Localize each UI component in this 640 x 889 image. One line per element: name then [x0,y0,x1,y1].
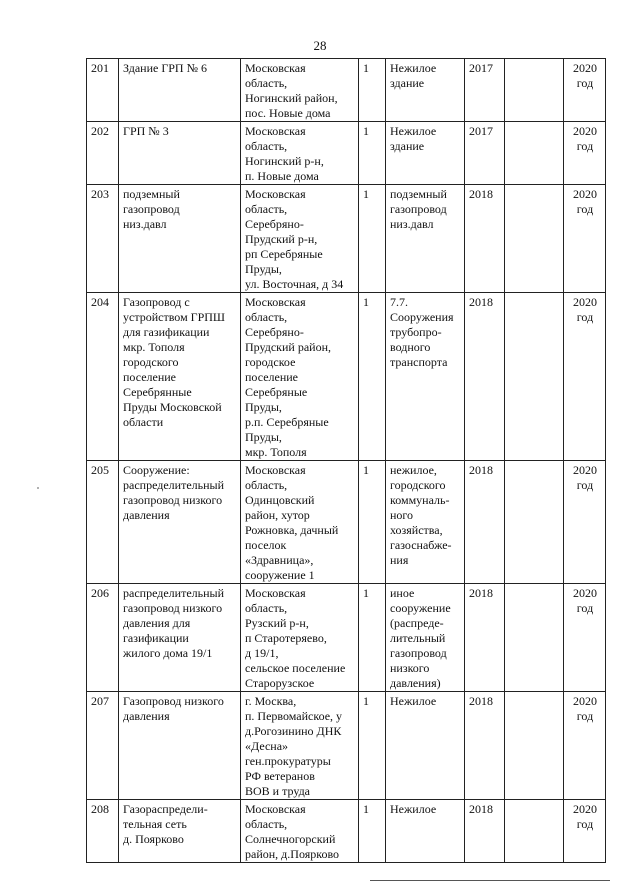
object-name: Сооружение: распределительный газопровод низкого давления [119,461,241,584]
object-status: 2020 год [564,461,606,584]
object-year: 2018 [465,692,505,800]
empty-cell [505,185,564,293]
object-purpose: Нежилое [386,692,465,800]
object-address: Московская область, Серебряно- Прудский р-н, рп Серебряные Пруды, ул. Восточная, д 34 [241,185,359,293]
object-year: 2018 [465,461,505,584]
object-quantity: 1 [359,461,386,584]
object-purpose: 7.7. Сооружения трубопро- водного транспорта [386,293,465,461]
object-purpose: Нежилое здание [386,122,465,185]
object-address: Московская область, Ногинский район, пос. Новые дома [241,59,359,122]
object-purpose: нежилое, городского коммуналь- ного хозяйства, газоснабже- ния [386,461,465,584]
object-status: 2020 год [564,584,606,692]
object-address: г. Москва, п. Первомайское, у д.Рогозинино ДНК «Десна» ген.прокуратуры РФ ветеранов ВОВ и труда [241,692,359,800]
table-row [87,584,606,692]
object-name: Газораспредели- тельная сеть д. Поярково [119,800,241,863]
table-row [87,185,606,293]
object-purpose: иное сооружение (распреде- лительный газопровод низкого давления) [386,584,465,692]
object-address: Московская область, Солнечногорский район, д.Поярково [241,800,359,863]
table-row [87,461,606,584]
object-status: 2020 год [564,293,606,461]
row-number: 207 [87,692,119,800]
table-row [87,800,606,863]
object-name: распределительный газопровод низкого давления для газификации жилого дома 19/1 [119,584,241,692]
object-year: 2018 [465,293,505,461]
page-number: 28 [313,38,327,53]
table-row [87,293,606,461]
row-number: 208 [87,800,119,863]
object-name: подземный газопровод низ.давл [119,185,241,293]
object-purpose: подземный газопровод низ.давл [386,185,465,293]
object-year: 2018 [465,185,505,293]
object-address: Московская область, Рузский р-н, п Старотеряево, д 19/1, сельское поселение Старорузское [241,584,359,692]
empty-cell [505,122,564,185]
object-status: 2020 год [564,692,606,800]
empty-cell [505,692,564,800]
empty-cell [505,461,564,584]
object-purpose: Нежилое здание [386,59,465,122]
empty-cell [505,800,564,863]
object-quantity: 1 [359,800,386,863]
empty-cell [505,584,564,692]
row-number: 204 [87,293,119,461]
object-quantity: 1 [359,692,386,800]
object-quantity: 1 [359,122,386,185]
object-status: 2020 год [564,59,606,122]
object-name: Здание ГРП № 6 [119,59,241,122]
object-quantity: 1 [359,59,386,122]
object-year: 2018 [465,584,505,692]
empty-cell [505,293,564,461]
table-row [87,122,606,185]
object-address: Московская область, Одинцовский район, хутор Рожновка, дачный поселок «Здравница», сооружение 1 [241,461,359,584]
row-number: 205 [87,461,119,584]
object-name: Газопровод низкого давления [119,692,241,800]
scan-speck [37,487,39,489]
object-year: 2017 [465,59,505,122]
object-quantity: 1 [359,293,386,461]
registry-table [86,58,606,863]
table-row [87,59,606,122]
object-quantity: 1 [359,185,386,293]
object-year: 2018 [465,800,505,863]
object-status: 2020 год [564,800,606,863]
empty-cell [505,59,564,122]
object-name: Газопровод с устройством ГРПШ для газификации мкр. Тополя городского поселение Серебрянные Пруды Московской области [119,293,241,461]
footer-rule [370,880,610,881]
row-number: 203 [87,185,119,293]
object-purpose: Нежилое [386,800,465,863]
object-address: Московская область, Серебряно- Прудский район, городское поселение Серебряные Пруды, р.п. Серебряные Пруды, мкр. Тополя [241,293,359,461]
row-number: 202 [87,122,119,185]
object-year: 2017 [465,122,505,185]
object-address: Московская область, Ногинский р-н, п. Новые дома [241,122,359,185]
table-row [87,692,606,800]
row-number: 206 [87,584,119,692]
row-number: 201 [87,59,119,122]
object-name: ГРП № 3 [119,122,241,185]
object-status: 2020 год [564,122,606,185]
object-quantity: 1 [359,584,386,692]
object-status: 2020 год [564,185,606,293]
